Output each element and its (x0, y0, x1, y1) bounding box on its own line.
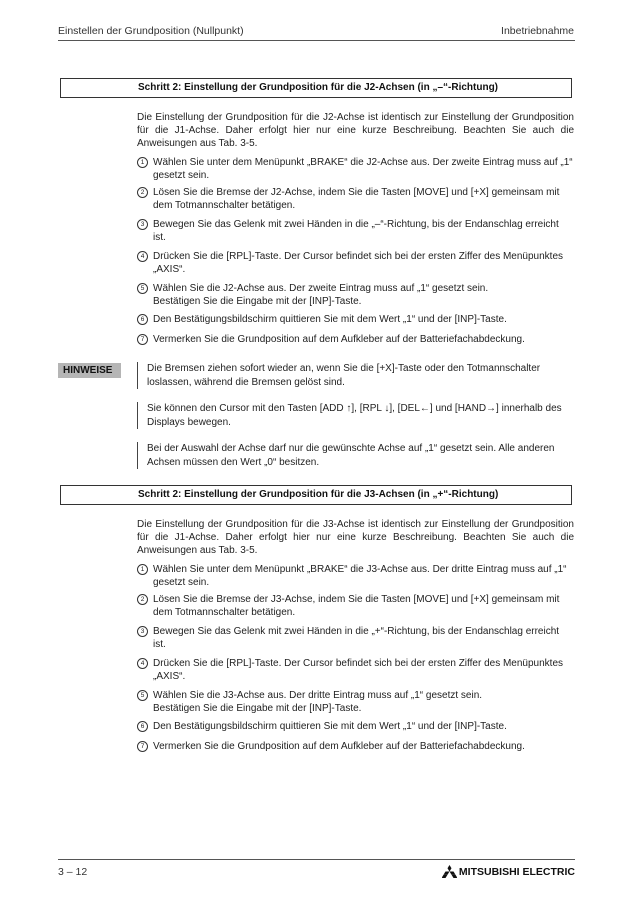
running-header-chapter: Inbetriebnahme (501, 25, 574, 37)
step-text: Vermerken Sie die Grundposition auf dem Aufkleber auf der Batteriefachabdeckung. (153, 741, 525, 752)
step-text: Vermerken Sie die Grundposition auf dem Aufkleber auf der Batteriefachabdeckung. (153, 334, 525, 345)
j3-step-5 (137, 689, 574, 720)
three-diamonds-icon (442, 865, 457, 878)
running-header-title: Einstellen der Grundposition (Nullpunkt) (58, 25, 244, 37)
j2-step-6 (137, 313, 574, 333)
j2-step-5 (137, 282, 574, 313)
j2-step-2 (137, 186, 574, 218)
step-number: 6 (137, 721, 148, 732)
section-j2-title: Schritt 2: Einstellung der Grundposition für die J2-Achsen (in „–“-Richtung) (138, 82, 499, 93)
step-number: 4 (137, 658, 148, 669)
step-text: Bewegen Sie das Gelenk mit zwei Händen in die „+“-Richtung, bis der Endanschlag erreicht ist. (153, 626, 560, 651)
step-text: Bewegen Sie das Gelenk mit zwei Händen in die „–“-Richtung, bis der Endanschlag erreicht ist. (153, 219, 559, 244)
j2-step-1 (137, 156, 574, 186)
step-text: Drücken Sie die [RPL]-Taste. Der Cursor befindet sich bei der ersten Ziffer des Menüpunktes „AXIS“. (153, 658, 564, 683)
j3-step-6 (137, 720, 574, 740)
hinweise-label: HINWEISE (58, 363, 121, 378)
section-j2-title-box (60, 78, 572, 98)
step-number: 6 (137, 314, 148, 325)
step-number: 2 (137, 187, 148, 198)
j3-step-1 (137, 563, 574, 593)
step-number: 3 (137, 626, 148, 637)
step-number: 7 (137, 334, 148, 345)
step-text: Wählen Sie unter dem Menüpunkt „BRAKE“ die J2-Achse aus. Der zweite Eintrag muss auf „1“ gesetzt sein. (153, 157, 573, 182)
step-number: 2 (137, 594, 148, 605)
step-text: Wählen Sie die J3-Achse aus. Der dritte Eintrag muss auf „1“ gesetzt sein. (153, 690, 483, 701)
section-j3-title-box (60, 485, 572, 505)
footer-rule (58, 859, 575, 860)
section-j3-intro: Die Einstellung der Grundposition für die J3-Achse ist identisch zur Einstellung der Grundposition für die J1-Achse. Daher erfolgt hier nur eine kurze Beschreibung. Beachten Sie auch die Anweisungen aus Tab. 3-5. (137, 519, 574, 557)
step-number: 5 (137, 690, 148, 701)
step-text: Den Bestätigungsbildschirm quittieren Sie mit dem Wert „1“ und der [INP]-Taste. (153, 721, 507, 732)
step-number: 4 (137, 251, 148, 262)
section-j2-steps (137, 156, 574, 351)
brand-name: MITSUBISHI ELECTRIC (458, 865, 575, 878)
step-text-continued: Bestätigen Sie die Eingabe mit der [INP]-Taste. (153, 703, 362, 715)
step-number: 1 (137, 564, 148, 575)
step-text: Lösen Sie die Bremse der J3-Achse, indem Sie die Tasten [MOVE] und [+X] gemeinsam mit dem Totmannschalter betätigen. (153, 594, 560, 619)
mitsubishi-electric-logo (442, 865, 575, 878)
page-number: 3 – 12 (58, 866, 88, 878)
step-number: 5 (137, 283, 148, 294)
step-number: 3 (137, 219, 148, 230)
j2-step-3 (137, 218, 574, 250)
header-rule (58, 40, 575, 41)
note-3: Bei der Auswahl der Achse darf nur die gewünschte Achse auf „1“ gesetzt sein. Alle anderen Achsen müssen den Wert „0“ besitzen. (137, 442, 574, 469)
note-2: Sie können den Cursor mit den Tasten [ADD ↑], [RPL ↓], [DEL←] und [HAND→] innerhalb des Displays bewegen. (137, 402, 574, 429)
step-text: Den Bestätigungsbildschirm quittieren Sie mit dem Wert „1“ und der [INP]-Taste. (153, 314, 507, 325)
step-number: 1 (137, 157, 148, 168)
j3-step-2 (137, 593, 574, 625)
step-text: Lösen Sie die Bremse der J2-Achse, indem Sie die Tasten [MOVE] und [+X] gemeinsam mit dem Totmannschalter betätigen. (153, 187, 560, 212)
j2-step-4 (137, 250, 574, 282)
step-text: Wählen Sie unter dem Menüpunkt „BRAKE“ die J3-Achse aus. Der dritte Eintrag muss auf „1“ gesetzt sein. (153, 564, 567, 589)
section-j2-intro: Die Einstellung der Grundposition für die J2-Achse ist identisch zur Einstellung der Grundposition für die J1-Achse. Daher erfolgt hier nur eine kurze Beschreibung. Beachten Sie auch die Anweisungen aus Tab. 3-5. (137, 112, 574, 150)
step-text-continued: Bestätigen Sie die Eingabe mit der [INP]-Taste. (153, 296, 362, 308)
section-j3-title: Schritt 2: Einstellung der Grundposition für die J3-Achsen (in „+“-Richtung) (138, 489, 499, 500)
j3-step-7 (137, 740, 574, 758)
step-text: Drücken Sie die [RPL]-Taste. Der Cursor befindet sich bei der ersten Ziffer des Menüpunktes „AXIS“. (153, 251, 564, 276)
j3-step-3 (137, 625, 574, 657)
j3-step-4 (137, 657, 574, 689)
step-number: 7 (137, 741, 148, 752)
step-text: Wählen Sie die J2-Achse aus. Der zweite Eintrag muss auf „1“ gesetzt sein. (153, 283, 489, 294)
note-1: Die Bremsen ziehen sofort wieder an, wenn Sie die [+X]-Taste oder den Totmannschalter loslassen, während die Bremsen gelöst sind. (137, 362, 574, 389)
section-j3-steps (137, 563, 574, 758)
j2-step-7 (137, 333, 574, 351)
